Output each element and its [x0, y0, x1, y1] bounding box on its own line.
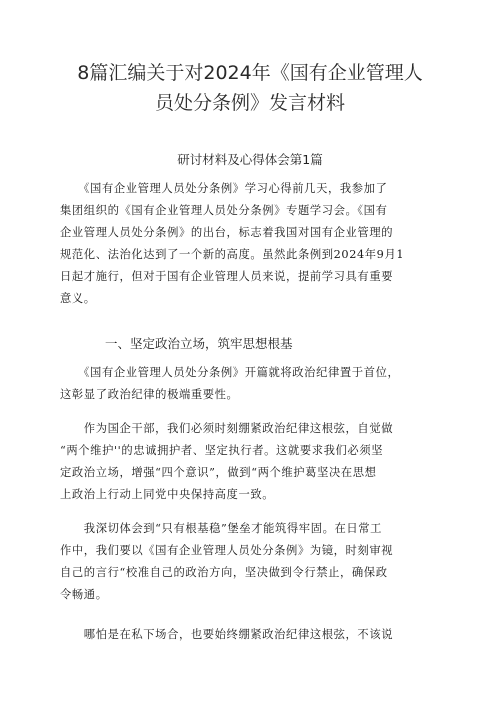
title-line-1: 8篇汇编关于对2024年《国有企业管理人: [77, 62, 423, 84]
paragraph-line: 上政治上行动上同党中央保持高度一致。: [60, 488, 275, 501]
section-heading: 一、坚定政治立场，筑牢思想根基: [105, 336, 293, 351]
paragraph-line: 定政治立场，增强“四个意识”，做到“两个维护葛坚决在思想: [60, 466, 377, 479]
paragraph-line: 企业管理人员处分条例》的出台，标志着我国对国有企业管理的: [60, 226, 394, 239]
paragraph-line: 规范化、法治化达到了一个新的高度。虽然此条例到2024年9月1: [60, 248, 405, 261]
paragraph-5: [60, 624, 445, 646]
paragraph-line: 我深切体会到“只有根基稳”堡垒才能筑得牢固。在日常工: [60, 522, 383, 535]
paragraph-line: 作为国企干部，我们必须时刻绷紧政治纪律这根弦，自觉做: [60, 422, 394, 435]
paragraph-3: [60, 418, 445, 506]
document-title: [60, 58, 440, 118]
paragraph-line: “两个维护''的忠诚拥护者、坚定执行者。这就要求我们必须坚: [60, 444, 384, 457]
paragraph-2: [60, 362, 445, 406]
document-subtitle: 研讨材料及心得体会第1篇: [177, 152, 323, 167]
paragraph-line: 日起才施行，但对于国有企业管理人员来说，提前学习具有重要: [60, 270, 394, 283]
paragraph-line: 令畅通。: [60, 588, 108, 601]
paragraph-line: 哪怕是在私下场合，也要始终绷紧政治纪律这根弦，不该说: [60, 628, 394, 641]
paragraph-line: 这彰显了政治纪律的极端重要性。: [60, 388, 239, 401]
paragraph-4: [60, 518, 445, 606]
title-line-2: 员处分条例》发言材料: [154, 92, 345, 114]
paragraph-line: 《国有企业管理人员处分条例》开篇就将政治纪律置于首位，: [60, 366, 400, 379]
paragraph-1: [60, 178, 445, 310]
paragraph-line: 自己的言行“校准自己的政治方向，坚决做到令行禁止，确保政: [60, 566, 388, 579]
paragraph-line: 意义。: [60, 292, 96, 305]
paragraph-line: 作中，我们要以《国有企业管理人员处分条例》为镜，时刻审视: [60, 544, 394, 557]
paragraph-line: 《国有企业管理人员处分条例》学习心得前几天，我参加了: [60, 182, 388, 195]
paragraph-line: 集团组织的《国有企业管理人员处分条例》专题学习会。《国有: [60, 204, 388, 217]
